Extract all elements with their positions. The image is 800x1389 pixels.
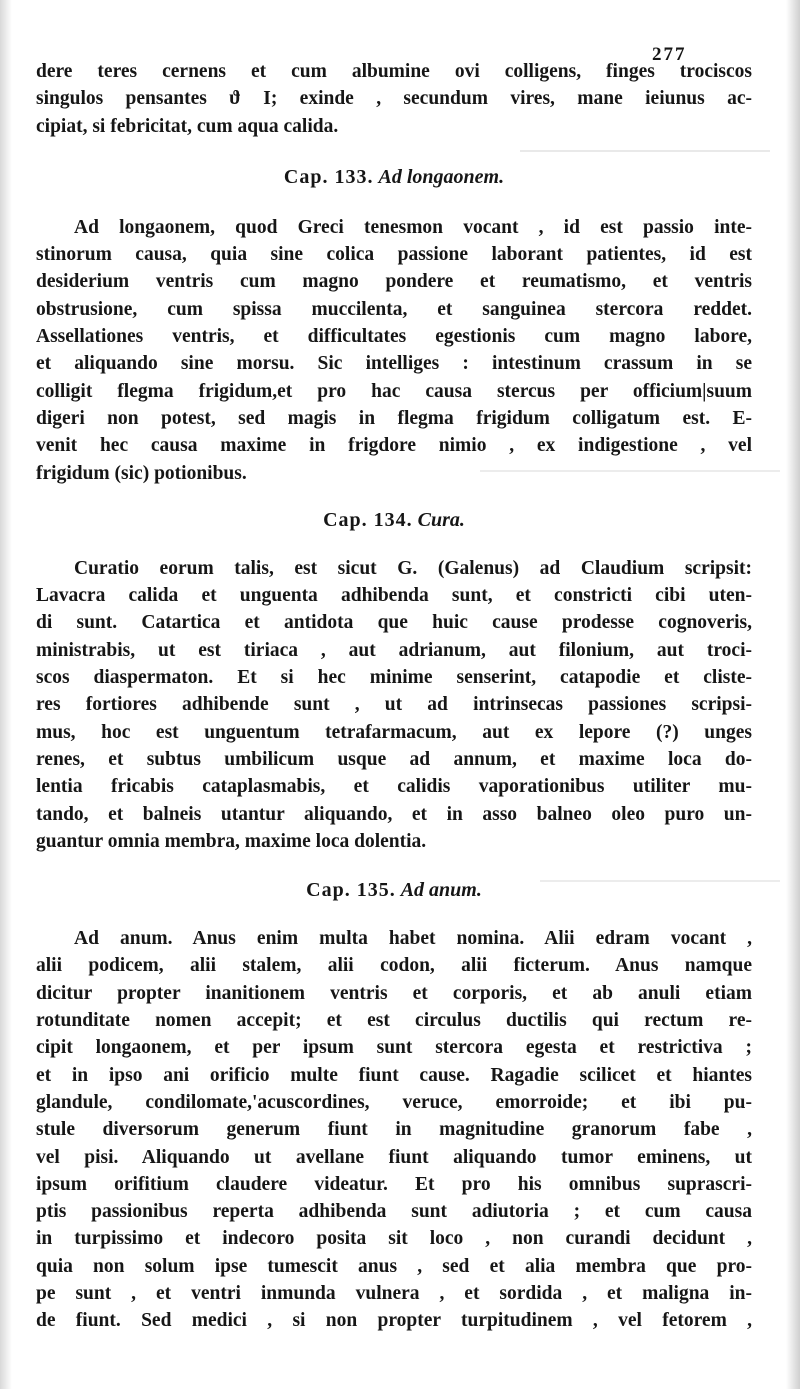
text-line: rotunditate nomen accepit; et est circulus ductilis qui rectum re- <box>36 1010 752 1032</box>
scan-shadow-right <box>786 0 800 1389</box>
text-line: obstrusione, cum spissa muccilenta, et sanguinea stercora reddet. <box>36 298 752 320</box>
text-line: vel pisi. Aliquando ut avellane fiunt aliquando tumor eminens, ut <box>36 1146 752 1168</box>
text-line: mus, hoc est unguentum tetrafarmacum, aut ex lepore (?) unges <box>36 721 752 743</box>
page-number: 277 <box>652 44 687 65</box>
text-line: alii podicem, alii stalem, alii codon, alii ficterum. Anus namque <box>36 955 752 977</box>
text-line: colligit flegma frigidum,et pro hac causa stercus per officium|suum <box>36 380 752 402</box>
text-line: Lavacra calida et unguenta adhibenda sunt, et constricti cibi uten- <box>36 585 752 607</box>
text-line: singulos pensantes ϑ I; exinde , secundum vires, mane ieiunus ac- <box>36 88 752 110</box>
text-line: cipit longaonem, et per ipsum sunt stercora egesta et restrictiva ; <box>36 1037 752 1059</box>
text-line: Ad anum. Anus enim multa habet nomina. Alii edram vocant , <box>74 928 752 950</box>
text-line: renes, et subtus umbilicum usque ad annum, et maxime loca do- <box>36 748 752 770</box>
chapter-title: Ad anum. <box>400 879 482 902</box>
chapter-label: Cap. 135. <box>306 879 396 902</box>
chapter-title: Ad longaonem. <box>378 165 505 188</box>
text-line: ministrabis, ut est tiriaca , aut adrianum, aut filonium, aut troci- <box>36 639 752 661</box>
text-line: lentia fricabis cataplasmabis, et calidis vaporationibus utiliter mu- <box>36 776 752 798</box>
text-line: guantur omnia membra, maxime loca dolentia. <box>36 830 427 852</box>
chapter-134-paragraph <box>36 555 752 855</box>
text-line: Curatio eorum talis, est sicut G. (Galenus) ad Claudium scripsit: <box>74 557 752 579</box>
text-line: scos diaspermaton. Et si hec minime senserint, catapodie et cliste- <box>36 667 752 689</box>
text-line: pe sunt , et ventri inmunda vulnera , et sordida , et maligna in- <box>36 1282 752 1304</box>
text-line: de fiunt. Sed medici , si non propter turpitudinem , vel fetorem , <box>36 1310 752 1332</box>
text-line: frigidum (sic) potionibus. <box>36 462 247 484</box>
text-line: quia non solum ipse tumescit anus , sed et alia membra que pro- <box>36 1255 752 1277</box>
chapter-title: Cura. <box>417 508 465 531</box>
text-line: digeri non potest, sed magis in flegma frigidum colligatum est. E- <box>36 407 752 429</box>
chapter-label: Cap. 134. <box>323 508 413 531</box>
text-line: stinorum causa, quia sine colica passione laborant patientes, id est <box>36 244 752 266</box>
text-line: Ad longaonem, quod Greci tenesmon vocant , id est passio inte- <box>74 216 752 238</box>
text-line: res fortiores adhibende sunt , ut ad intrinsecas passiones scripsi- <box>36 694 752 716</box>
chapter-135-paragraph <box>36 925 752 1334</box>
text-line: stule diversorum generum fiunt in magnitudine granorum fabe , <box>36 1119 752 1141</box>
chapter-heading-135 <box>36 875 752 905</box>
scan-shadow-left <box>0 0 12 1389</box>
text-line: ipsum orifitium claudere videatur. Et pro his omnibus suprascri- <box>36 1173 752 1195</box>
text-line: Assellationes ventris, et difficultates egestionis cum magno labore, <box>36 326 752 348</box>
text-line: cipiat, si febricitat, cum aqua calida. <box>36 115 339 137</box>
text-line: et in ipso ani orificio multe fiunt cause. Ragadie scilicet et hiantes <box>36 1064 752 1086</box>
text-line: et aliquando sine morsu. Sic intelliges : intestinum crassum in se <box>36 353 752 375</box>
text-line: in turpissimo et indecoro posita sit loco , non curandi decidunt , <box>36 1228 752 1250</box>
text-line: dicitur propter inanitionem ventris et corporis, et ab anuli etiam <box>36 982 752 1004</box>
chapter-133-paragraph <box>36 214 752 487</box>
text-line: tando, et balneis utantur aliquando, et in asso balneo oleo puro un- <box>36 803 752 825</box>
text-line: ptis passionibus reperta adhibenda sunt adiutoria ; et cum causa <box>36 1201 752 1223</box>
text-line: desiderium ventris cum magno pondere et reumatismo, et ventris <box>36 271 752 293</box>
text-line: glandule, condilomate,'acuscordines, veruce, emorroide; et ibi pu- <box>36 1091 752 1113</box>
chapter-heading-133 <box>36 162 752 192</box>
intro-paragraph <box>36 58 752 140</box>
text-line: di sunt. Catartica et antidota que huic cause prodesse cognoveris, <box>36 612 752 634</box>
page-text <box>36 58 752 1335</box>
chapter-heading-134 <box>36 505 752 535</box>
chapter-label: Cap. 133. <box>283 165 374 188</box>
text-line: dere teres cernens et cum albumine ovi colligens, finges trociscos <box>36 61 752 82</box>
text-line: venit hec causa maxime in frigdore nimio , ex indigestione , vel <box>36 435 752 457</box>
